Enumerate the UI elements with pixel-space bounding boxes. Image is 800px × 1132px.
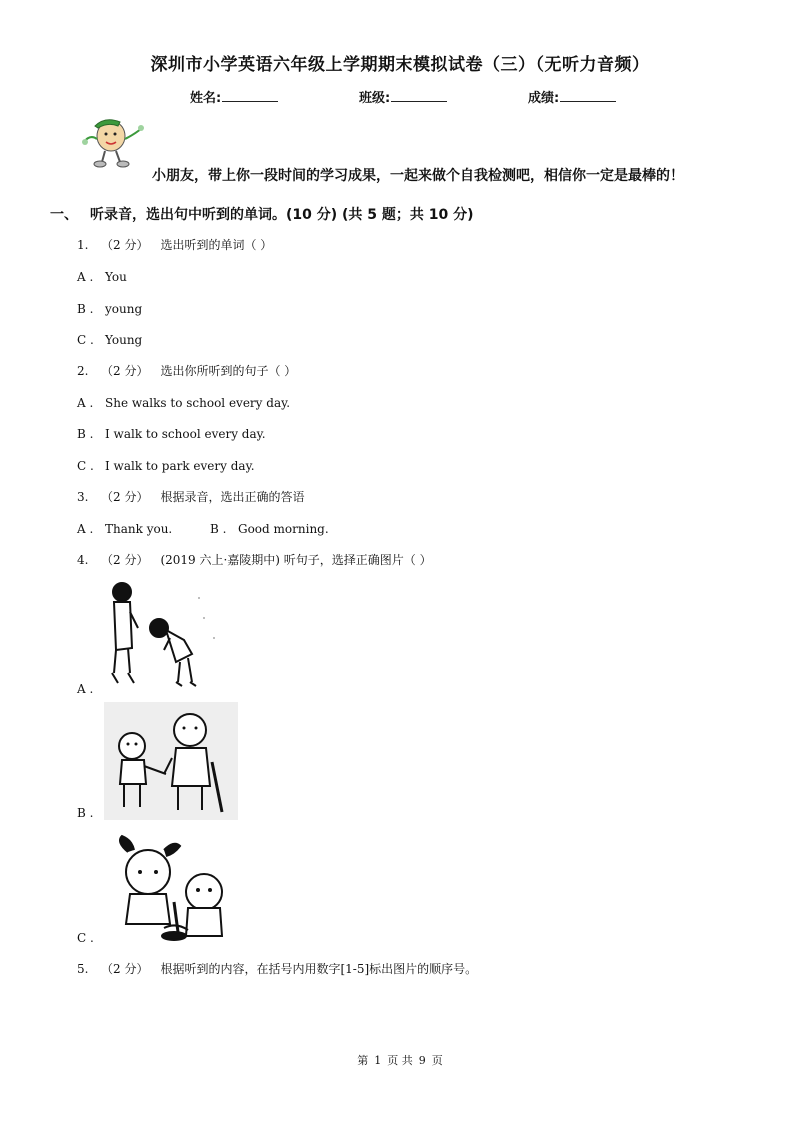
encouragement-text: 小朋友，带上你一段时间的学习成果，一起来做个自我检测吧，相信你一定是最棒的！ (152, 168, 684, 184)
option-label: C . (77, 333, 94, 347)
q2-option-a[interactable] (77, 396, 290, 410)
class-label: 班级: (359, 91, 391, 106)
q4-option-b[interactable] (77, 806, 105, 820)
q2-option-b[interactable] (77, 427, 266, 441)
question-points: （2 分） (101, 238, 149, 252)
page-title: 深圳市小学英语六年级上学期期末模拟试卷（三）（无听力音频） (150, 55, 650, 75)
option-label: A . (77, 522, 94, 536)
option-label: C . (77, 931, 94, 945)
score-label: 成绩: (528, 91, 560, 106)
question-number: 3. (77, 490, 89, 504)
class-field[interactable] (359, 87, 447, 106)
question-text: (2019 六上·嘉陵期中) 听句子，选择正确图片（ ） (160, 553, 432, 567)
option-label: A . (77, 396, 94, 410)
question-number: 5. (77, 962, 89, 976)
option-label: B . (210, 522, 227, 536)
q4-picture-c[interactable] (104, 832, 244, 944)
section-title: 听录音，选出句中听到的单词。(10 分) (共 5 题；共 10 分) (90, 207, 474, 223)
question-points: （2 分） (101, 962, 149, 976)
option-text: young (105, 302, 143, 316)
option-label: C . (77, 459, 94, 473)
footer-prefix: 第 (357, 1054, 369, 1067)
option-text: You (105, 270, 127, 284)
q3-option-a[interactable] (77, 522, 172, 536)
option-label: B . (77, 302, 94, 316)
name-field[interactable] (190, 87, 278, 106)
option-text: Good morning. (238, 522, 329, 536)
option-text: She walks to school every day. (105, 396, 291, 410)
question-text: 根据录音，选出正确的答语 (160, 490, 305, 504)
question-points: （2 分） (101, 490, 149, 504)
q3-option-b[interactable] (210, 522, 329, 536)
question-4 (77, 551, 432, 568)
question-text: 选出你所听到的句子（ ） (160, 364, 297, 378)
option-text: I walk to school every day. (105, 427, 266, 441)
footer-mid: 页 共 (387, 1054, 413, 1067)
option-text: I walk to park every day. (105, 459, 255, 473)
section-1-heading (50, 204, 474, 224)
name-label: 姓名: (190, 91, 222, 106)
footer-suffix: 页 (431, 1054, 443, 1067)
option-label: B . (77, 427, 94, 441)
question-3 (77, 488, 304, 505)
q4-picture-a[interactable] (104, 578, 222, 692)
question-5 (77, 960, 477, 977)
option-text: Thank you. (105, 522, 173, 536)
question-1 (77, 236, 272, 253)
option-label: B . (77, 806, 94, 820)
q2-option-c[interactable] (77, 459, 255, 473)
question-2 (77, 362, 296, 379)
footer-total-pages: 9 (418, 1054, 426, 1067)
option-label: A . (77, 682, 94, 696)
question-text: 选出听到的单词（ ） (160, 238, 273, 252)
q4-option-c[interactable] (77, 931, 105, 945)
student-info-row (0, 87, 800, 105)
option-label: A . (77, 270, 94, 284)
option-text: Young (105, 333, 143, 347)
q4-picture-b[interactable] (104, 702, 238, 820)
q4-option-a[interactable] (77, 682, 105, 696)
class-blank[interactable] (391, 88, 447, 102)
question-points: （2 分） (101, 553, 149, 567)
question-text: 根据听到的内容，在括号内用数字[1-5]标出图片的顺序号。 (160, 962, 478, 976)
question-number: 4. (77, 553, 89, 567)
question-number: 2. (77, 364, 89, 378)
score-blank[interactable] (560, 88, 616, 102)
q1-option-c[interactable] (77, 333, 142, 347)
mascot-icon (80, 114, 146, 170)
score-field[interactable] (528, 87, 616, 106)
footer-page-number: 1 (374, 1054, 382, 1067)
question-number: 1. (77, 238, 89, 252)
page-footer (0, 1052, 800, 1068)
name-blank[interactable] (222, 88, 278, 102)
section-number: 一、 (50, 207, 78, 223)
q1-option-a[interactable] (77, 270, 127, 284)
q1-option-b[interactable] (77, 302, 142, 316)
question-points: （2 分） (101, 364, 149, 378)
